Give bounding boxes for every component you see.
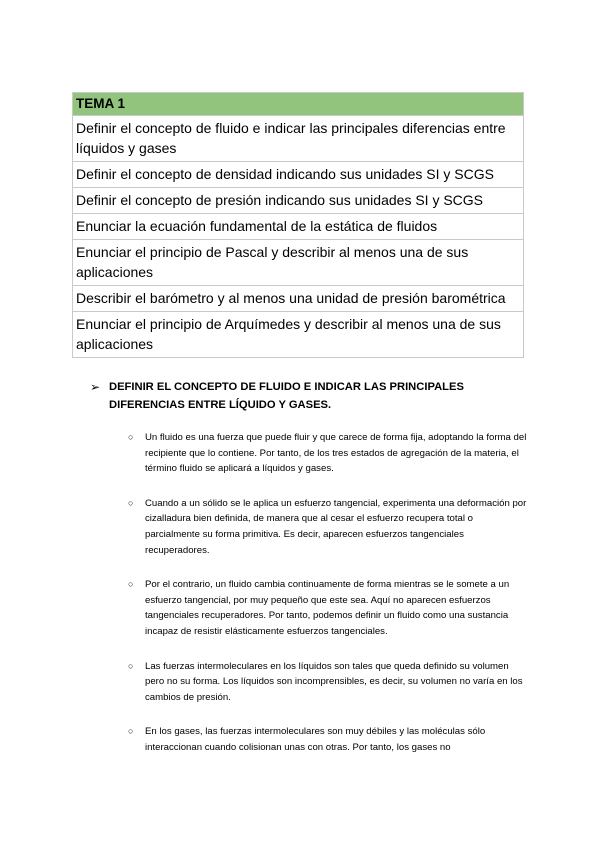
circle-bullet-icon: ○	[128, 579, 134, 590]
arrow-bullet-icon: ➢	[90, 380, 101, 394]
paragraph-text: Por el contrario, un fluido cambia continuamente de forma mientras se le somete a un esfuerzo tangencial, por muy pequeño que este sea. Aquí no aparecen esfuerzos tangenciales recuperadores. Por tanto, podemos definir un fluido como una sustancia incapaz de resistir elásticamente esfuerzos tangenciales.	[145, 579, 510, 637]
table-cell: Describir el barómetro y al menos una unidad de presión barométrica	[73, 286, 524, 312]
section-heading	[109, 378, 530, 414]
table-row	[73, 286, 524, 312]
table-cell: Enunciar la ecuación fundamental de la estática de fluidos	[73, 214, 524, 240]
list-item	[128, 496, 528, 558]
paragraph-text: En los gases, las fuerzas intermoleculares son muy débiles y las moléculas sólo interaccionan cuando colisionan unas con otras. Por tanto, los gases no	[145, 726, 486, 753]
paragraph-text: Un fluido es una fuerza que puede fluir y que carece de forma fija, adoptando la forma del recipiente que lo contiene. Por tanto, de los tres estados de agregación de la materia, el término fluido se aplicará a líquidos y gases.	[145, 432, 527, 475]
circle-bullet-icon: ○	[128, 660, 134, 671]
circle-bullet-icon: ○	[128, 726, 134, 737]
table-row	[73, 116, 524, 162]
table-row	[73, 162, 524, 188]
circle-bullet-icon: ○	[128, 432, 134, 442]
table-cell: Definir el concepto de fluido e indicar las principales diferencias entre líquidos y gases	[73, 116, 524, 162]
topics-table	[72, 92, 524, 358]
table-row	[73, 214, 524, 240]
list-item	[128, 430, 528, 477]
list-item	[128, 724, 528, 755]
topics-table-header-row	[73, 93, 524, 116]
circle-bullet-icon: ○	[128, 497, 134, 508]
table-row	[73, 312, 524, 358]
table-cell: Definir el concepto de presión indicando sus unidades SI y SCGS	[73, 188, 524, 214]
paragraph-list	[128, 430, 528, 775]
section-heading-block	[90, 378, 530, 414]
table-cell: Enunciar el principio de Arquímedes y describir al menos una de sus aplicaciones	[73, 312, 524, 358]
section-heading-line: DEFINIR EL CONCEPTO DE FLUIDO E INDICAR LAS PRINCIPALES	[109, 381, 464, 393]
list-item	[128, 577, 528, 639]
table-row	[73, 240, 524, 286]
topics-table-header: TEMA 1	[73, 93, 524, 116]
table-row	[73, 188, 524, 214]
table-cell: Enunciar el principio de Pascal y describir al menos una de sus aplicaciones	[73, 240, 524, 286]
list-item	[128, 659, 528, 706]
paragraph-text: Las fuerzas intermoleculares en los líquidos son tales que queda definido su volumen pero no su forma. Los líquidos son incomprensibles, es decir, su volumen no varía en los cambios de presión.	[145, 660, 523, 703]
paragraph-text: Cuando a un sólido se le aplica un esfuerzo tangencial, experimenta una deformación por cizalladura bien definida, de manera que al cesar el esfuerzo recupera total o parcialmente su forma primitiva. Es decir, aparecen esfuerzos tangenciales recuperadores.	[145, 497, 527, 556]
section-heading-line: DIFERENCIAS ENTRE LÍQUIDO Y GASES.	[109, 399, 332, 411]
table-cell: Definir el concepto de densidad indicando sus unidades SI y SCGS	[73, 162, 524, 188]
